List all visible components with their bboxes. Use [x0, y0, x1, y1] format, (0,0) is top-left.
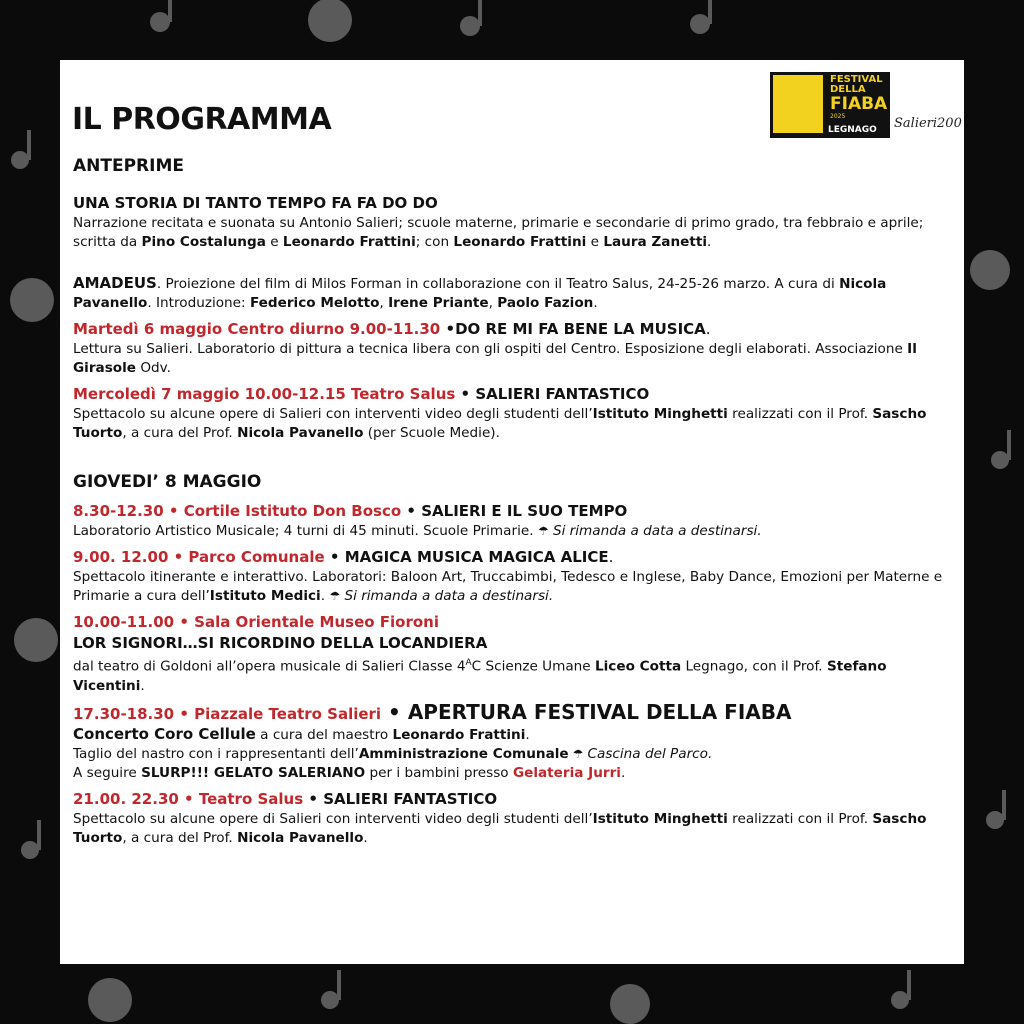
text: .: [620, 764, 626, 781]
text: Laboratorio Artistico Musicale; 4 turni di 45 minuti. Scuole Primarie.: [73, 523, 538, 539]
text: Odv.: [136, 360, 171, 376]
text: . Introduzione:: [147, 295, 250, 311]
event-header: [73, 547, 953, 568]
org-name: Amministrazione Comunale: [358, 745, 569, 762]
flower-icon: [308, 0, 352, 42]
event-header: [73, 384, 953, 405]
text: ; con: [415, 234, 454, 250]
text: .: [705, 320, 711, 338]
text: ,: [488, 295, 498, 311]
text: .: [608, 548, 614, 566]
event-header: [73, 501, 953, 522]
text: Taglio del nastro con i rappresentanti dell’: [73, 745, 359, 762]
program-content: [73, 155, 953, 848]
event-description: [73, 340, 953, 378]
text: ,: [379, 295, 389, 311]
separator: •: [401, 502, 422, 520]
person-name: Nicola Pavanello: [237, 829, 364, 846]
person-name: Nicola Pavanello: [237, 425, 364, 441]
separator: •: [440, 320, 456, 338]
text: .: [140, 677, 145, 694]
org-name: Istituto Medici: [209, 588, 321, 604]
event-title: SLURP!!! GELATO SALERIANO: [141, 764, 366, 781]
person-name: Sascho Tuorto: [73, 810, 927, 846]
event-fantastico: [73, 384, 953, 443]
event-when: 9.00. 12.00 • Parco Comunale: [73, 548, 325, 566]
event-title: LOR SIGNORI…SI RICORDINO DELLA LOCANDIERA: [73, 634, 488, 652]
org-name: Il Girasole: [73, 341, 917, 376]
wolf-logo-icon: [773, 75, 823, 133]
rain-note: Si rimanda a data a destinarsi.: [340, 588, 554, 604]
event-title: SALIERI FANTASTICO: [475, 385, 650, 403]
music-note-icon: [690, 14, 710, 34]
event-when: 8.30-12.30 • Cortile Istituto Don Bosco: [73, 502, 402, 520]
event-storia: [73, 193, 953, 252]
separator: •: [324, 548, 345, 566]
event-title: APERTURA FESTIVAL DELLA FIABA: [407, 699, 792, 724]
person-name: Leonardo Frattini: [282, 234, 416, 250]
music-note-icon: [150, 12, 170, 32]
music-note-icon: [21, 841, 39, 859]
umbrella-icon: ☂: [329, 589, 341, 603]
person-name: Leonardo Frattini: [453, 234, 587, 250]
event-description: [73, 810, 953, 848]
separator: •: [455, 385, 476, 403]
section-heading-anteprime: ANTEPRIME: [73, 156, 184, 176]
text: (per Scuole Medie).: [363, 425, 500, 441]
music-note-icon: [321, 991, 339, 1009]
music-note-icon: [460, 16, 480, 36]
person-name: Laura Zanetti: [603, 234, 708, 250]
text: .: [707, 234, 712, 250]
person-name: Irene Priante: [388, 295, 489, 311]
music-note-icon: [986, 811, 1004, 829]
flower-icon: [10, 278, 54, 322]
text: realizzati con il Prof.: [727, 810, 873, 827]
event-line: [73, 725, 953, 745]
logo-line1: FESTIVAL: [830, 74, 883, 85]
separator: •: [381, 699, 408, 724]
text: e: [265, 234, 283, 250]
text: .: [363, 829, 368, 846]
event-header: [73, 319, 953, 340]
org-name: Istituto Minghetti: [592, 810, 728, 827]
event-description: [73, 405, 953, 443]
logo-line3: FIABA: [830, 94, 888, 114]
section-heading-giovedi: GIOVEDI’ 8 MAGGIO: [73, 472, 262, 492]
person-name: Paolo Fazion: [497, 295, 594, 311]
music-note-icon: [891, 991, 909, 1009]
text: a cura del maestro: [255, 726, 393, 743]
event-header: [73, 612, 953, 633]
logo-city: LEGNAGO: [828, 125, 877, 135]
person-name: Federico Melotto: [249, 295, 380, 311]
text: A seguire: [73, 764, 142, 781]
superscript: A: [465, 658, 472, 668]
text: , a cura del Prof.: [122, 425, 238, 441]
person-name: Sascho Tuorto: [73, 406, 927, 441]
umbrella-icon: ☂: [537, 524, 549, 538]
text: e: [586, 234, 604, 250]
event-title: DO RE MI FA BENE LA MUSICA: [455, 320, 706, 338]
event-e2: [73, 547, 953, 606]
event-description: [73, 274, 953, 313]
rain-note: Cascina del Parco.: [583, 745, 713, 762]
event-doremi: [73, 319, 953, 378]
text: Narrazione recitata e suonata su Antonio Salieri; scuole materne, primarie e secondarie di primo grado, tra febbraio e aprile; scritta da: [73, 215, 924, 250]
event-when: Martedì 6 maggio Centro diurno 9.00-11.30: [73, 320, 441, 338]
rain-note: Si rimanda a data a destinarsi.: [548, 523, 762, 539]
salieri200-logo: Salieri200: [894, 116, 962, 131]
flower-icon: [610, 984, 650, 1024]
text: dal teatro di Goldoni all’opera musicale di Salieri Classe 4: [73, 658, 466, 675]
event-when: 10.00-11.00 • Sala Orientale Museo Fioroni: [73, 613, 439, 631]
event-title: MAGICA MUSICA MAGICA ALICE: [344, 548, 609, 566]
music-note-icon: [11, 151, 29, 169]
text: Spettacolo su alcune opere di Salieri con interventi video degli studenti dell’: [73, 810, 593, 827]
text: . Proiezione del film di Milos Forman in collaborazione con il Teatro Salus, 24-25-26 marzo. A cura di: [156, 276, 840, 292]
venue-name: Gelateria Jurri: [512, 764, 621, 781]
music-note-icon: [991, 451, 1009, 469]
event-header: [73, 699, 953, 725]
program-card: [60, 60, 964, 964]
text: Spettacolo su alcune opere di Salieri con interventi video degli studenti dell’: [73, 406, 593, 422]
event-line: [73, 745, 953, 764]
text: C Scienze Umane: [471, 658, 595, 675]
concert-title: Concerto Coro Cellule: [73, 724, 256, 743]
event-e1: [73, 501, 953, 541]
event-description: [73, 568, 953, 606]
org-name: Liceo Cotta: [594, 658, 682, 675]
event-header: [73, 789, 953, 810]
event-e3: [73, 612, 953, 696]
separator: •: [303, 789, 324, 808]
umbrella-icon: ☂: [568, 746, 584, 761]
text: per i bambini presso: [365, 764, 513, 781]
logo-line2: DELLA: [830, 84, 866, 95]
event-when: 21.00. 22.30 • Teatro Salus: [73, 789, 304, 808]
person-name: Leonardo Frattini: [392, 726, 526, 743]
event-when: Mercoledì 7 maggio 10.00-12.15 Teatro Salus: [73, 385, 456, 403]
event-amadeus: [73, 274, 953, 313]
event-title: SALIERI FANTASTICO: [323, 789, 498, 808]
text: Lettura su Salieri. Laboratorio di pittura a tecnica libera con gli ospiti del Centro. Esposizione degli elaborati. Associazione: [73, 341, 908, 357]
org-name: Istituto Minghetti: [592, 406, 728, 422]
event-description: [73, 654, 953, 696]
person-name: Nicola Pavanello: [73, 276, 887, 311]
text: .: [320, 588, 330, 604]
event-e4: [73, 699, 953, 783]
person-name: Stefano Vicentini: [73, 658, 887, 694]
person-name: Pino Costalunga: [141, 234, 266, 250]
logo-year: 2025: [830, 113, 846, 120]
flower-icon: [14, 618, 58, 662]
text: Legnago, con il Prof.: [681, 658, 827, 675]
text: .: [525, 726, 530, 743]
text: .: [593, 295, 598, 311]
text: , a cura del Prof.: [122, 829, 238, 846]
logo-box: [770, 72, 890, 138]
event-line: [73, 764, 953, 783]
flower-icon: [970, 250, 1010, 290]
event-when: 17.30-18.30 • Piazzale Teatro Salieri: [73, 704, 382, 723]
page-title: IL PROGRAMMA: [72, 102, 332, 137]
text: Spettacolo itinerante e interattivo. Laboratori: Baloon Art, Truccabimbi, Tedesco e Inglese, Baby Dance, Emozioni per Materne e Primarie a cura dell’: [73, 569, 943, 604]
event-title: AMADEUS: [73, 274, 157, 292]
event-title: UNA STORIA DI TANTO TEMPO FA FA DO DO: [73, 194, 438, 212]
text: realizzati con il Prof.: [727, 406, 873, 422]
event-description: [73, 522, 953, 541]
event-title: SALIERI E IL SUO TEMPO: [421, 502, 628, 520]
event-e5: [73, 789, 953, 848]
festival-logo: [770, 72, 970, 138]
event-description: [73, 214, 953, 252]
flower-icon: [88, 978, 132, 1022]
